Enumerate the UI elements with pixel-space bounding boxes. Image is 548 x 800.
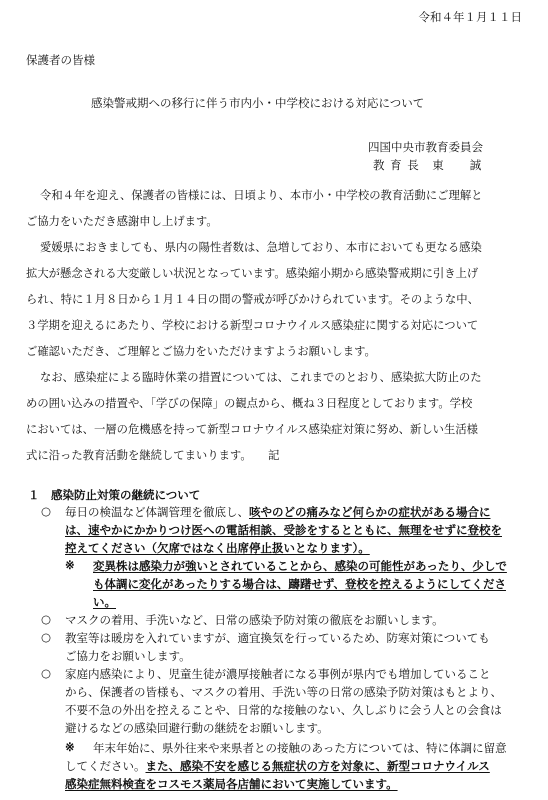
intro-line: においては、一層の危機感を持って新型コロナウイルス感染症対策に努め、新しい生活様: [26, 422, 478, 436]
item1-emphasis-text: 咳やのどの痛みなど何らかの症状がある場合に: [249, 505, 491, 519]
item1-line3: 控えてください（欠席ではなく出席停止扱いとなります）。: [65, 541, 370, 555]
note2-line1: 年末年始に、県外往来や来県者との接触のあった方については、特に体調に留意: [93, 741, 507, 755]
item1-line2: は、速やかにかかりつけ医への電話相談、受診をするとともに、無理をせずに登校を: [65, 523, 502, 537]
intro-line: ご協力をいただき感謝申し上げます。: [26, 214, 218, 228]
item4-line1: 家庭内感染により、児童生徒が濃厚接触者になる事例が県内でも増加していること: [65, 667, 491, 681]
item4-line2: から、保護者の皆様も、マスクの着用、手洗い等の日常の感染予防対策はもとより、: [65, 685, 502, 699]
intro-line: 拡大が懸念される大変厳しい状況となっています。感染縮小期から感染警戒期に引き上げ: [26, 266, 479, 280]
note1-line3: い。: [93, 595, 116, 609]
item1-plain-text: 毎日の検温など体調管理を徹底し、: [65, 505, 249, 519]
sender-name: 教 育 長 東 誠: [373, 158, 483, 172]
item4-line4: 避けるなどの感染回避行動の継続をお願いします。: [65, 721, 329, 735]
item1-line1: [65, 504, 491, 520]
intro-line: 令和４年を迎え、保護者の皆様には、日頃より、本市小・中学校の教育活動にご理解と: [40, 188, 483, 202]
document-date: 令和４年１月１１日: [418, 10, 522, 24]
bullet-mark: ○: [41, 666, 52, 680]
intro-line: ご確認いただき、ご理解とご協力をいただけますようお願いします。: [26, 344, 376, 358]
intro-line: 式に沿った教育活動を継続してまいります。: [26, 448, 252, 462]
section-heading: １ 感染防止対策の継続について: [28, 488, 201, 502]
note2-line2: [65, 758, 490, 774]
note2-line3: 感染症無料検査をコスモス薬局各店舗において実施しています。: [65, 777, 398, 791]
ki-heading: 記: [268, 448, 280, 462]
note2-plain-text: してください。: [65, 759, 146, 773]
item3-line1: 教室等は暖房を入れていますが、適宜換気を行っているため、防寒対策についても: [65, 631, 490, 645]
intro-line: なお、感染症による臨時休業の措置については、これまでのとおり、感染拡大防止のた: [40, 370, 482, 384]
note-mark: ※: [65, 740, 75, 754]
recipient-line: 保護者の皆様: [26, 53, 95, 67]
intro-line: めの囲い込みの措置や、「学びの保障」の観点から、概ね３日程度としております。学校: [26, 396, 473, 410]
note-mark: ※: [65, 558, 75, 572]
item4-line3: 不要不急の外出を控えることや、日常的な接触のない、久しぶりに会う人との会食は: [65, 703, 502, 717]
note2-emphasis-text: また、感染不安を感じる無症状の方を対象に、新型コロナウイルス: [145, 759, 490, 773]
document-title: 感染警戒期への移行に伴う市内小・中学校における対応について: [91, 96, 425, 110]
intro-line: ３学期を迎えるにあたり、学校における新型コロナウイルス感染症に関する対応について: [26, 318, 479, 332]
item3-line2: ご協力をお願いします。: [65, 649, 191, 663]
sender-organization: 四国中央市教育委員会: [368, 140, 483, 154]
item2-text: マスクの着用、手洗いなど、日常の感染予防対策の徹底をお願いします。: [65, 613, 444, 627]
bullet-mark: ○: [41, 612, 52, 626]
bullet-mark: ○: [41, 630, 52, 644]
intro-line: られ、特に１月８日から１月１４日の間の警戒が呼びかけられています。そのような中、: [26, 292, 479, 306]
note1-line2: も体調に変化があったりする場合は、躊躇せず、登校を控えるようにしてくださ: [93, 577, 506, 591]
note1-line1: 変異株は感染力が強いとされていることから、感染の可能性があったり、少しで: [93, 559, 507, 573]
intro-line: 愛媛県におきましても、県内の陽性者数は、急増しており、本市においても更なる感染: [40, 240, 482, 254]
bullet-mark: ○: [41, 504, 52, 518]
